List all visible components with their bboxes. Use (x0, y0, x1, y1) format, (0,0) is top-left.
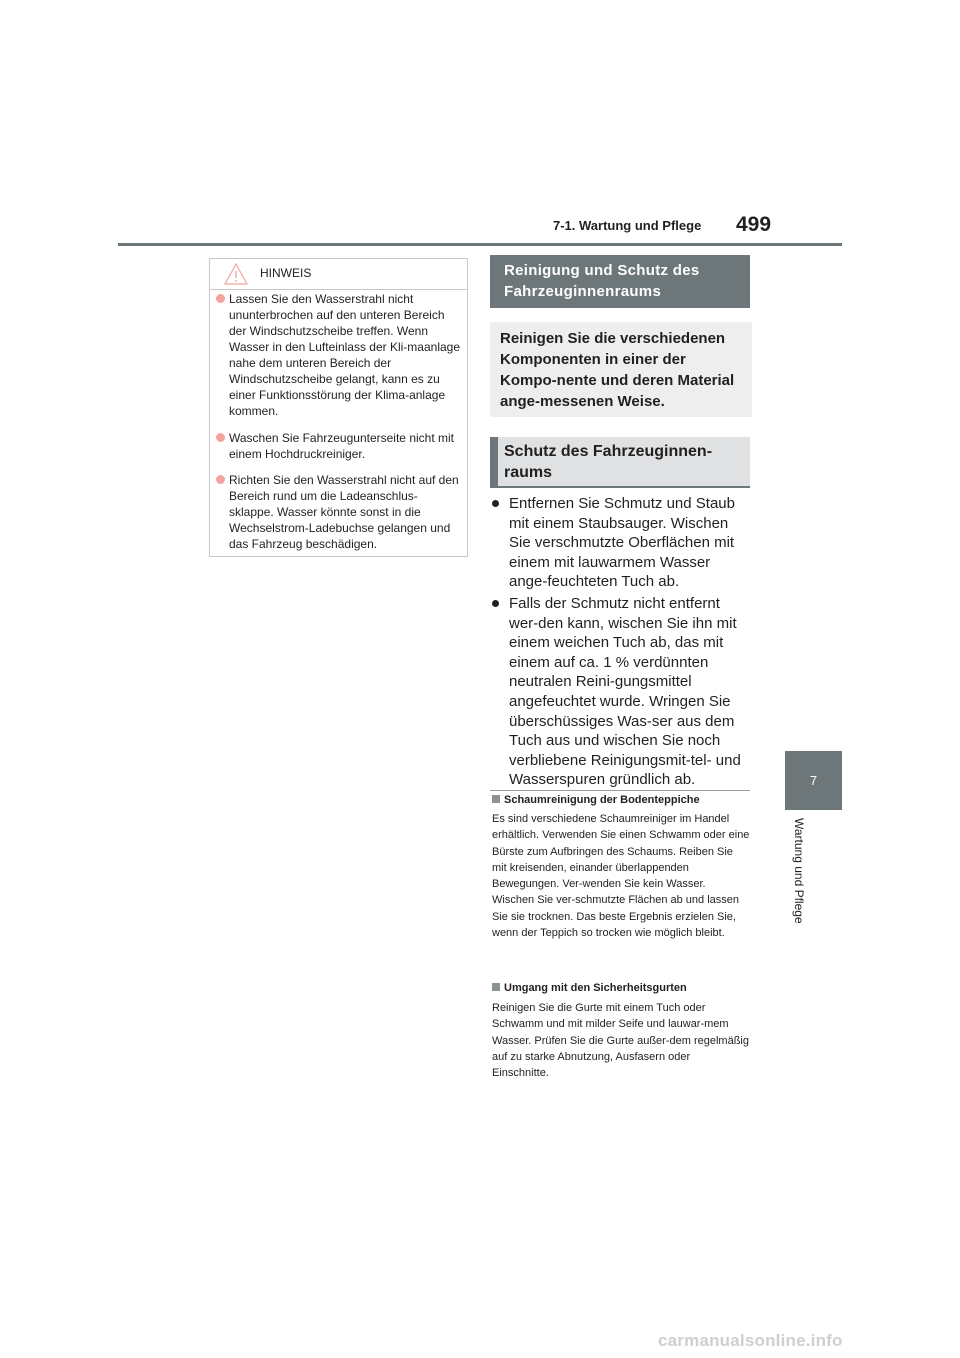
page-number: 499 (736, 213, 772, 236)
chapter-side-label-text: Wartung und Pflege (792, 818, 806, 924)
section-heading-text: Schaumreinigung der Bodenteppiche (504, 794, 700, 806)
notice-title: HINWEIS (260, 266, 312, 280)
square-bullet-icon (492, 983, 500, 991)
bullet-text: Entfernen Sie Schmutz und Staub mit einem Staubsauger. Wischen Sie verschmutzte Oberflächen mit einem mit lauwarmem Wasser ange-feuchteten Tuch ab. (509, 495, 735, 591)
chapter-tab: 7 (785, 751, 842, 810)
section-heading (492, 794, 700, 806)
warning-icon (224, 263, 248, 285)
notice-item (216, 430, 461, 462)
notice-box (209, 258, 468, 557)
bullet-icon (216, 475, 225, 484)
bullet-icon (492, 500, 499, 507)
notice-item-text: Lassen Sie den Wasserstrahl nicht ununterbrochen auf den unteren Bereich der Windschutzscheibe treffen. Wenn Wasser in den Lufteinlass der Kli-maanlage nahe dem unteren Bereich der Windschutzscheibe gelangt, kann es zu einer Funktionsstörung der Klima-anlage kommen. (229, 292, 461, 418)
section-body: Es sind verschiedene Schaumreiniger im Handel erhältlich. Verwenden Sie einen Schwamm oder eine Bürste zum Aufbringen des Schaums. Reiben Sie mit kreisenden, einander überlappenden Bewegungen. Ver-wenden Sie kein Wasser. Wischen Sie ver-schmutzte Flächen ab und lassen Sie sie trocknen. Das beste Ergebnis erzielen Sie, wenn der Teppich so trocken wie möglich bleibt. (492, 813, 750, 940)
main-heading: Reinigung und Schutz des Fahrzeuginnenraums (490, 255, 750, 308)
bullet-icon (216, 294, 225, 303)
section-heading-text: Umgang mit den Sicherheitsgurten (504, 982, 687, 994)
section-body: Reinigen Sie die Gurte mit einem Tuch oder Schwamm und mit milder Seife und lauwar-mem Wasser. Prüfen Sie die Gurte außer-dem regelmäßig auf zu starke Abnutzung, Ausfasern oder Einschnitte. (492, 1002, 749, 1080)
bullet-text: Falls der Schmutz nicht entfernt wer-den kann, wischen Sie ihn mit einem weichen Tuch ab, das mit einem auf ca. 1 % verdünnten neutralen Reini-gungsmittel angefeuchtet wurde. Wringen Sie überschüssiges Was-ser aus dem Tuch aus und wischen Sie noch verbliebene Reinigungsmit-tel- und Wasserspuren gründlich ab. (509, 595, 741, 789)
notice-header (210, 259, 467, 290)
notice-item (216, 291, 461, 419)
notice-item (216, 472, 461, 552)
bullet-item (492, 594, 750, 790)
bullet-icon (492, 600, 499, 607)
section-title: 7-1. Wartung und Pflege (553, 218, 702, 233)
bullet-item (492, 494, 750, 592)
notice-item-text: Richten Sie den Wasserstrahl nicht auf den Bereich rund um die Ladeanschlus-sklappe. Wasser könnte sonst in die Wechselstrom-Ladebuchse gelangen und das Fahrzeug beschädigen. (229, 473, 459, 551)
square-bullet-icon (492, 795, 500, 803)
section-rule (490, 790, 750, 791)
chapter-side-label (790, 818, 808, 948)
bullet-icon (216, 433, 225, 442)
watermark: carmanualsonline.info (658, 1331, 843, 1350)
intro-box: Reinigen Sie die verschiedenen Komponenten in einer der Kompo-nente und deren Material ange-messenen Weise. (490, 322, 752, 417)
subheading: Schutz des Fahrzeuginnen-raums (490, 437, 750, 488)
notice-item-text: Waschen Sie Fahrzeugunterseite nicht mit einem Hochdruckreiniger. (229, 431, 454, 461)
section-heading (492, 982, 687, 994)
header-rule (118, 243, 842, 246)
